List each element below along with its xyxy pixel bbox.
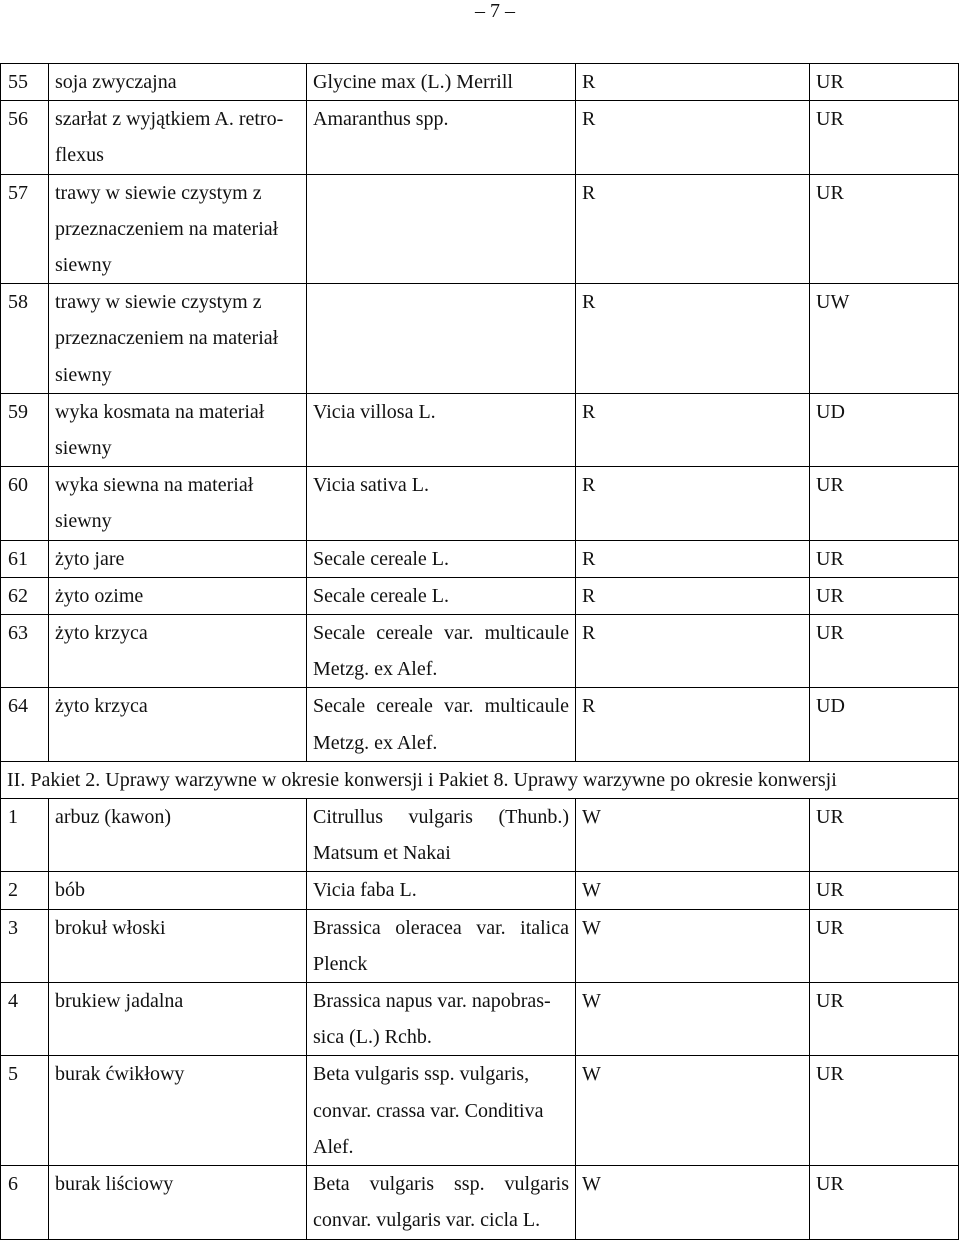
row-number: 59 bbox=[1, 393, 49, 466]
code-primary: R bbox=[576, 64, 810, 101]
species-name: żyto ozime bbox=[49, 577, 307, 614]
code-primary: R bbox=[576, 393, 810, 466]
row-number: 6 bbox=[1, 1166, 49, 1239]
code-secondary: UR bbox=[810, 540, 959, 577]
code-secondary: UR bbox=[810, 1056, 959, 1166]
latin-name: Beta vulgaris ssp. vulgaris convar. vulgaris var. cicla L. bbox=[307, 1166, 576, 1239]
latin-name: Vicia sativa L. bbox=[307, 467, 576, 540]
latin-name bbox=[307, 284, 576, 394]
row-number: 60 bbox=[1, 467, 49, 540]
row-number: 55 bbox=[1, 64, 49, 101]
table-row bbox=[1, 284, 959, 394]
table-row bbox=[1, 983, 959, 1056]
latin-name: Brassica oleracea var. italica Plenck bbox=[307, 909, 576, 982]
code-primary: W bbox=[576, 1056, 810, 1166]
species-name: wyka siewna na materiał siewny bbox=[49, 467, 307, 540]
species-table bbox=[0, 63, 959, 1240]
species-name: brokuł włoski bbox=[49, 909, 307, 982]
table-row bbox=[1, 174, 959, 284]
code-primary: R bbox=[576, 284, 810, 394]
species-name: trawy w siewie czystym z przeznaczeniem na materiał siewny bbox=[49, 174, 307, 284]
latin-name bbox=[307, 174, 576, 284]
species-name: żyto krzyca bbox=[49, 615, 307, 688]
code-primary: R bbox=[576, 615, 810, 688]
code-primary: R bbox=[576, 174, 810, 284]
latin-name: Vicia faba L. bbox=[307, 872, 576, 909]
species-name: brukiew jadalna bbox=[49, 983, 307, 1056]
latin-name: Amaranthus spp. bbox=[307, 101, 576, 174]
row-number: 63 bbox=[1, 615, 49, 688]
code-primary: W bbox=[576, 872, 810, 909]
latin-name: Secale cereale L. bbox=[307, 577, 576, 614]
row-number: 58 bbox=[1, 284, 49, 394]
code-secondary: UR bbox=[810, 872, 959, 909]
code-primary: W bbox=[576, 799, 810, 872]
code-secondary: UD bbox=[810, 393, 959, 466]
code-secondary: UR bbox=[810, 101, 959, 174]
species-name: burak liściowy bbox=[49, 1166, 307, 1239]
table-row bbox=[1, 1166, 959, 1239]
latin-name: Secale cereale var. multicaule Metzg. ex Alef. bbox=[307, 688, 576, 761]
species-name: wyka kosmata na materiał siewny bbox=[49, 393, 307, 466]
code-secondary: UW bbox=[810, 284, 959, 394]
code-secondary: UR bbox=[810, 615, 959, 688]
row-number: 1 bbox=[1, 799, 49, 872]
latin-name: Glycine max (L.) Merrill bbox=[307, 64, 576, 101]
row-number: 61 bbox=[1, 540, 49, 577]
table-row bbox=[1, 540, 959, 577]
code-secondary: UR bbox=[810, 909, 959, 982]
code-secondary: UR bbox=[810, 1166, 959, 1239]
page-number: – 7 – bbox=[475, 0, 515, 22]
table-row bbox=[1, 467, 959, 540]
latin-name: Vicia villosa L. bbox=[307, 393, 576, 466]
row-number: 57 bbox=[1, 174, 49, 284]
latin-name: Secale cereale var. multicaule Metzg. ex Alef. bbox=[307, 615, 576, 688]
table-row bbox=[1, 577, 959, 614]
table-row bbox=[1, 799, 959, 872]
table-row bbox=[1, 393, 959, 466]
row-number: 5 bbox=[1, 1056, 49, 1166]
code-primary: R bbox=[576, 688, 810, 761]
code-primary: R bbox=[576, 467, 810, 540]
species-name: arbuz (kawon) bbox=[49, 799, 307, 872]
code-secondary: UR bbox=[810, 467, 959, 540]
row-number: 64 bbox=[1, 688, 49, 761]
species-name: soja zwyczajna bbox=[49, 64, 307, 101]
species-name: szarłat z wyjątkiem A. retro- flexus bbox=[49, 101, 307, 174]
species-name: żyto jare bbox=[49, 540, 307, 577]
table-row bbox=[1, 615, 959, 688]
latin-name: Beta vulgaris ssp. vulgaris, convar. crassa var. Conditiva Alef. bbox=[307, 1056, 576, 1166]
section-header-row bbox=[1, 761, 959, 798]
code-primary: R bbox=[576, 577, 810, 614]
code-primary: W bbox=[576, 909, 810, 982]
species-name: trawy w siewie czystym z przeznaczeniem na materiał siewny bbox=[49, 284, 307, 394]
row-number: 3 bbox=[1, 909, 49, 982]
species-name: żyto krzyca bbox=[49, 688, 307, 761]
code-primary: R bbox=[576, 540, 810, 577]
row-number: 56 bbox=[1, 101, 49, 174]
code-secondary: UD bbox=[810, 688, 959, 761]
row-number: 2 bbox=[1, 872, 49, 909]
table-row bbox=[1, 1056, 959, 1166]
code-primary: R bbox=[576, 101, 810, 174]
latin-name: Secale cereale L. bbox=[307, 540, 576, 577]
code-secondary: UR bbox=[810, 64, 959, 101]
code-secondary: UR bbox=[810, 577, 959, 614]
table-row bbox=[1, 909, 959, 982]
latin-name: Citrullus vulgaris (Thunb.) Matsum et Nakai bbox=[307, 799, 576, 872]
table-row bbox=[1, 101, 959, 174]
species-table-body bbox=[1, 64, 959, 1240]
table-row bbox=[1, 872, 959, 909]
code-secondary: UR bbox=[810, 799, 959, 872]
species-name: burak ćwikłowy bbox=[49, 1056, 307, 1166]
latin-name: Brassica napus var. napobras- sica (L.) Rchb. bbox=[307, 983, 576, 1056]
table-row bbox=[1, 688, 959, 761]
row-number: 4 bbox=[1, 983, 49, 1056]
code-primary: W bbox=[576, 1166, 810, 1239]
code-primary: W bbox=[576, 983, 810, 1056]
section-header: II. Pakiet 2. Uprawy warzywne w okresie konwersji i Pakiet 8. Uprawy warzywne po okresie konwersji bbox=[1, 761, 959, 798]
code-secondary: UR bbox=[810, 174, 959, 284]
species-name: bób bbox=[49, 872, 307, 909]
code-secondary: UR bbox=[810, 983, 959, 1056]
row-number: 62 bbox=[1, 577, 49, 614]
table-row bbox=[1, 64, 959, 101]
